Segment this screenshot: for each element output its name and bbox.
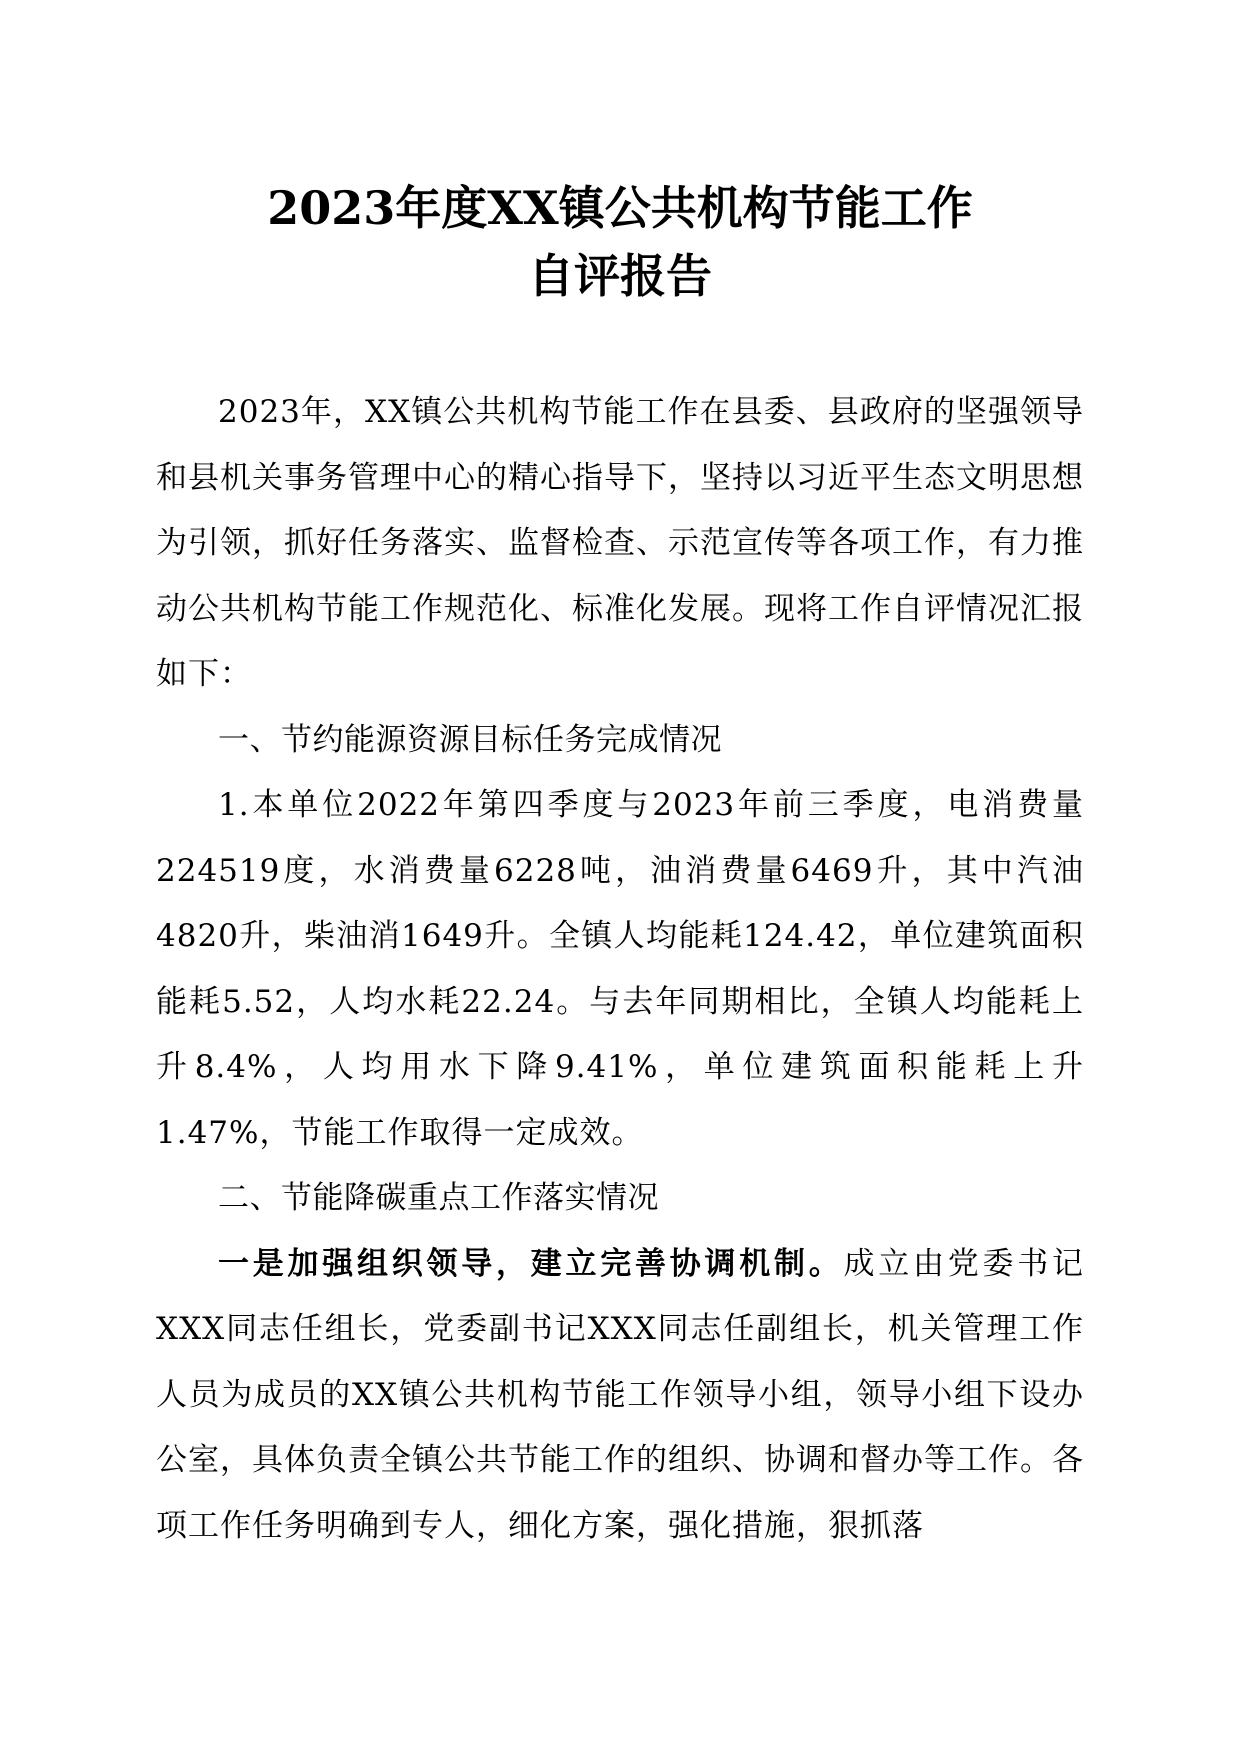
section1-heading: 一、节约能源资源目标任务完成情况 — [218, 721, 722, 758]
section1-paragraph: 1.本单位2022年第四季度与2023年前三季度，电消费量224519度，水消费量6228吨，油消费量6469升，其中汽油4820升，柴油消1649升。全镇人均能耗124.42，单位建筑面积能耗5.52，人均水耗22.24。与去年同期相比，全镇人均能耗上升8.4%，人均用水下降9.41%，单位建筑面积能耗上升1.47%，节能工作取得一定成效。 — [156, 787, 1084, 1151]
section2-heading: 二、节能降碳重点工作落实情况 — [218, 1180, 659, 1216]
section2-paragraph-text: 成立由党委书记XXX同志任组长，党委副书记XXX同志任副组长，机关管理工作人员为成员的XX镇公共机构节能工作领导小组，领导小组下设办公室，具体负责全镇公共节能工作的组织、协调和督办等工作。各项工作任务明确到专人，细化方案，强化措施，狠抓落 — [156, 1245, 1084, 1544]
intro-paragraph: 2023年，XX镇公共机构节能工作在县委、县政府的坚强领导和县机关事务管理中心的精心指导下，坚持以习近平生态文明思想为引领，抓好任务落实、监督检查、示范宣传等各项工作，有力推动公共机构节能工作规范化、标准化发展。现将工作自评情况汇报如下： — [156, 394, 1084, 692]
section2-paragraph-lead: 一是加强组织领导，建立完善协调机制。 — [218, 1245, 844, 1282]
section2-paragraph — [156, 1232, 1084, 1560]
document-title-line2: 自评报告 — [528, 249, 712, 303]
document-title-line1: 2023年度XX镇公共机构节能工作 — [267, 181, 973, 235]
document-body — [156, 380, 1084, 1559]
